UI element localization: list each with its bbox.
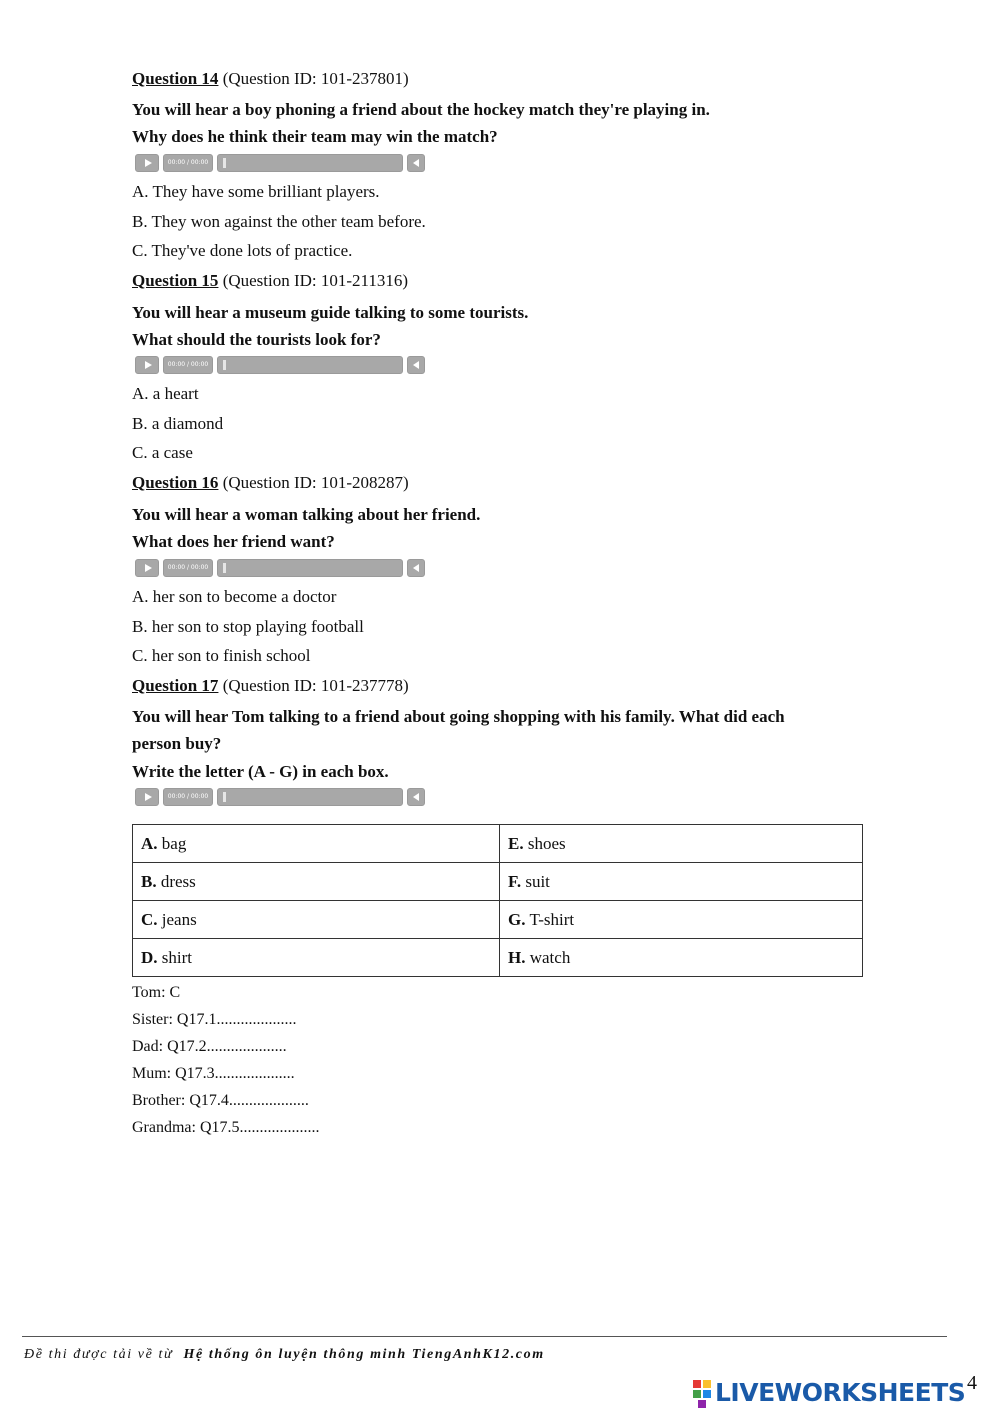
- question-15-id: (Question ID: 101-211316): [222, 271, 409, 290]
- question-16-label: Question 16: [132, 473, 219, 492]
- audio-player-q17[interactable]: [135, 788, 425, 806]
- audio-progress-bar[interactable]: [217, 788, 403, 806]
- audio-player-q16[interactable]: [135, 559, 425, 577]
- table-cell: [500, 939, 863, 977]
- items-table: [132, 824, 863, 977]
- logo-square-icon: [703, 1390, 711, 1398]
- item-letter: F.: [508, 871, 522, 891]
- audio-time: 00:00 / 00:00: [163, 788, 213, 806]
- answer-sister[interactable]: Sister: Q17.1....................: [132, 1011, 297, 1028]
- answer-mum[interactable]: Mum: Q17.3....................: [132, 1065, 295, 1082]
- item-letter: E.: [508, 833, 524, 853]
- question-17-header: [132, 675, 409, 697]
- question-16-option-c: C. her son to finish school: [132, 646, 311, 665]
- question-15-label: Question 15: [132, 271, 219, 290]
- question-14-label: Question 14: [132, 69, 219, 88]
- question-17-prompt-1: You will hear Tom talking to a friend about going shopping with his family. What did each: [132, 707, 785, 726]
- question-14-prompt-2: Why does he think their team may win the match?: [132, 127, 498, 146]
- audio-progress-bar[interactable]: [217, 356, 403, 374]
- answer-dad[interactable]: Dad: Q17.2....................: [132, 1038, 287, 1055]
- footer-divider: [22, 1336, 947, 1337]
- audio-player-q14[interactable]: [135, 154, 425, 172]
- item-letter: B.: [141, 871, 157, 891]
- logo-square-icon: [693, 1390, 701, 1398]
- question-17-prompt-2: person buy?: [132, 734, 222, 753]
- question-16-prompt-2: What does her friend want?: [132, 532, 335, 551]
- question-15-option-c: C. a case: [132, 443, 193, 462]
- question-15-prompt-1: You will hear a museum guide talking to some tourists.: [132, 303, 529, 322]
- item-name: shoes: [527, 833, 566, 853]
- liveworksheets-logo: [693, 1376, 993, 1410]
- footer-site[interactable]: Hệ thống ôn luyện thông minh TiengAnhK12.com: [183, 1347, 545, 1362]
- logo-text: LIVEWORKSHEETS: [715, 1378, 966, 1407]
- question-14-id: (Question ID: 101-237801): [222, 69, 409, 88]
- question-14-option-c: C. They've done lots of practice.: [132, 241, 353, 260]
- item-letter: A.: [141, 833, 158, 853]
- question-14-option-a: A. They have some brilliant players.: [132, 182, 380, 201]
- question-16-option-b: B. her son to stop playing football: [132, 617, 364, 636]
- item-name: shirt: [161, 947, 193, 967]
- logo-square-icon: [698, 1400, 706, 1408]
- table-row: [133, 901, 863, 939]
- answer-grandma[interactable]: Grandma: Q17.5....................: [132, 1119, 320, 1136]
- audio-time: 00:00 / 00:00: [163, 356, 213, 374]
- item-name: watch: [529, 947, 571, 967]
- table-cell: [133, 939, 500, 977]
- question-15-option-b: B. a diamond: [132, 414, 224, 433]
- question-15-prompt-2: What should the tourists look for?: [132, 330, 381, 349]
- audio-time: 00:00 / 00:00: [163, 559, 213, 577]
- table-cell: [500, 901, 863, 939]
- table-row: [133, 939, 863, 977]
- item-letter: D.: [141, 947, 158, 967]
- answer-tom: Tom: C: [132, 984, 181, 1001]
- table-cell: [133, 901, 500, 939]
- logo-square-icon: [693, 1380, 701, 1388]
- question-16-prompt-1: You will hear a woman talking about her friend.: [132, 505, 481, 524]
- audio-player-q15[interactable]: [135, 356, 425, 374]
- audio-progress-bar[interactable]: [217, 154, 403, 172]
- table-cell: [133, 825, 500, 863]
- question-15-header: [132, 270, 408, 292]
- play-icon[interactable]: [135, 559, 159, 577]
- play-icon[interactable]: [135, 356, 159, 374]
- question-14-header: [132, 68, 409, 90]
- page-number: 4: [967, 1372, 977, 1394]
- question-16-header: [132, 472, 409, 494]
- table-cell: [500, 863, 863, 901]
- item-name: suit: [525, 871, 550, 891]
- table-row: [133, 863, 863, 901]
- play-icon[interactable]: [135, 154, 159, 172]
- question-17-instruction: Write the letter (A - G) in each box.: [132, 762, 389, 781]
- question-17-label: Question 17: [132, 676, 219, 695]
- item-letter: H.: [508, 947, 526, 967]
- answer-brother[interactable]: Brother: Q17.4....................: [132, 1092, 309, 1109]
- question-15-option-a: A. a heart: [132, 384, 199, 403]
- footer-prefix: Đề thi được tải về từ: [24, 1347, 174, 1362]
- item-name: bag: [161, 833, 187, 853]
- question-16-id: (Question ID: 101-208287): [222, 473, 409, 492]
- table-cell: [133, 863, 500, 901]
- audio-progress-bar[interactable]: [217, 559, 403, 577]
- item-name: T-shirt: [529, 909, 575, 929]
- item-letter: C.: [141, 909, 158, 929]
- footer-source: [24, 1347, 545, 1363]
- volume-icon[interactable]: [407, 788, 425, 806]
- table-row: [133, 825, 863, 863]
- question-14-option-b: B. They won against the other team before.: [132, 212, 426, 231]
- audio-time: 00:00 / 00:00: [163, 154, 213, 172]
- play-icon[interactable]: [135, 788, 159, 806]
- volume-icon[interactable]: [407, 559, 425, 577]
- item-letter: G.: [508, 909, 526, 929]
- table-cell: [500, 825, 863, 863]
- item-name: jeans: [161, 909, 197, 929]
- volume-icon[interactable]: [407, 154, 425, 172]
- logo-square-icon: [703, 1380, 711, 1388]
- question-14-prompt-1: You will hear a boy phoning a friend about the hockey match they're playing in.: [132, 100, 710, 119]
- question-16-option-a: A. her son to become a doctor: [132, 587, 337, 606]
- volume-icon[interactable]: [407, 356, 425, 374]
- item-name: dress: [160, 871, 196, 891]
- question-17-id: (Question ID: 101-237778): [222, 676, 409, 695]
